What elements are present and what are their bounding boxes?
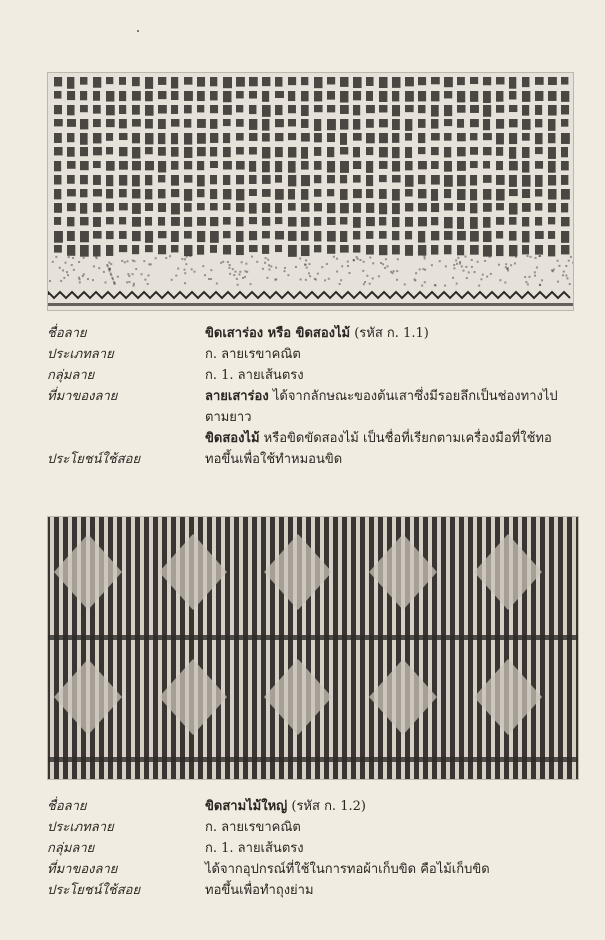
- type-value: ก. ลายเรขาคณิต: [205, 347, 301, 362]
- origin-text-1: ได้จากลักษณะของต้นเสาซึ่งมีรอยลึกเป็นช่องทางไป: [268, 389, 558, 404]
- origin-row: [47, 386, 587, 449]
- speck: [137, 30, 139, 32]
- origin-text-2: หรือขิดขัดสองไม้ เป็นชื่อที่เรียกตามเครื่องมือที่ใช้ทอ: [259, 431, 552, 446]
- pattern-info-2: [47, 796, 587, 901]
- textile-photo-khid-sao-rong: [47, 72, 574, 311]
- pattern-code: (รหัส ก. 1.1): [354, 326, 429, 341]
- origin-label: ที่มาของลาย: [47, 389, 118, 404]
- weave-pattern-1: [48, 73, 573, 310]
- use-label: ประโยชน์ใช้สอย: [47, 883, 141, 898]
- origin-term-1: ลายเสาร่อง: [205, 389, 269, 404]
- type-row: [47, 344, 587, 365]
- pattern-name: ขิดเสาร่อง หรือ ขิดสองไม้: [205, 326, 351, 341]
- group-row: [47, 838, 587, 859]
- type-label: ประเภทลาย: [47, 347, 114, 362]
- use-label: ประโยชน์ใช้สอย: [47, 452, 141, 467]
- origin-value: ได้จากอุปกรณ์ที่ใช้ในการทอผ้าเก็บขิด คือไม้เก็บขิด: [205, 862, 490, 877]
- type-value: ก. ลายเรขาคณิต: [205, 820, 301, 835]
- origin-value: [205, 386, 587, 449]
- name-value: [205, 796, 587, 817]
- type-row: [47, 817, 587, 838]
- use-value: ทอขึ้นเพื่อใช้ทำหมอนขิด: [205, 452, 343, 467]
- use-value: ทอขึ้นเพื่อทำถุงย่าม: [205, 883, 314, 898]
- use-row: [47, 880, 587, 901]
- name-value: [205, 323, 587, 344]
- textile-photo-khid-sam-mai-yai: [47, 516, 579, 780]
- group-value: ก. 1. ลายเส้นตรง: [205, 841, 304, 856]
- origin-label: ที่มาของลาย: [47, 862, 118, 877]
- name-row: [47, 796, 587, 817]
- pattern-info-1: [47, 323, 587, 470]
- group-label: กลุ่มลาย: [47, 368, 95, 383]
- name-label: ชื่อลาย: [47, 326, 87, 341]
- origin-row: [47, 859, 587, 880]
- group-label: กลุ่มลาย: [47, 841, 95, 856]
- origin-term-2: ขิดสองไม้: [205, 431, 260, 446]
- weave-pattern-2: [48, 517, 578, 779]
- name-row: [47, 323, 587, 344]
- pattern-name: ขิดสามไม้ใหญ่: [205, 799, 288, 814]
- group-value: ก. 1. ลายเส้นตรง: [205, 368, 304, 383]
- type-label: ประเภทลาย: [47, 820, 114, 835]
- group-row: [47, 365, 587, 386]
- name-label: ชื่อลาย: [47, 799, 87, 814]
- origin-text-1b: ตามยาว: [205, 410, 252, 425]
- pattern-code: (รหัส ก. 1.2): [291, 799, 366, 814]
- use-row: [47, 449, 587, 470]
